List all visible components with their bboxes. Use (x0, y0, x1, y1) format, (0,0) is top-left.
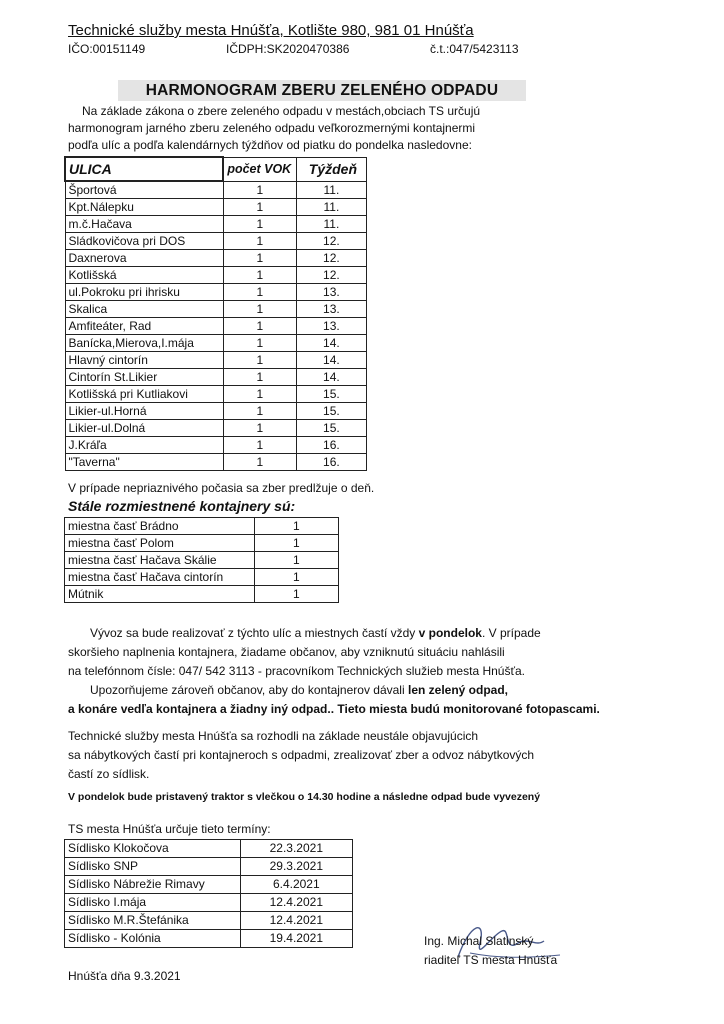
table-cell: 1 (223, 454, 296, 471)
housing-estate-terms-table (64, 839, 353, 948)
table-cell: 1 (223, 403, 296, 420)
table-row (65, 335, 367, 352)
table-cell: "Taverna" (65, 454, 223, 471)
table-row (65, 318, 367, 335)
table-row (65, 876, 353, 894)
table-cell: 1 (223, 369, 296, 386)
table-cell: 1 (223, 284, 296, 301)
table-cell: Sídlisko I.mája (65, 894, 241, 912)
table-cell: 1 (223, 267, 296, 284)
table-row (65, 930, 353, 948)
table-cell: 1 (223, 181, 296, 199)
table-row (65, 403, 367, 420)
table-row (65, 181, 367, 199)
table-cell: Sídlisko M.R.Štefánika (65, 912, 241, 930)
intro-paragraph (68, 103, 538, 154)
paragraph-line: Upozorňujeme zároveň občanov, aby do kontajnerov dávali len zelený odpad, (90, 683, 509, 697)
table-cell: 22.3.2021 (240, 840, 352, 858)
table-cell: Likier-ul.Dolná (65, 420, 223, 437)
table-cell: 1 (254, 535, 338, 552)
table-cell: 1 (254, 569, 338, 586)
table-cell: 1 (254, 518, 338, 535)
table-cell: Sídlisko Nábrežie Rimavy (65, 876, 241, 894)
table-row (65, 352, 367, 369)
table-cell: 15. (296, 420, 366, 437)
table-cell: miestna časť Hačava cintorín (65, 569, 255, 586)
column-header-street: ULICA (65, 157, 223, 181)
table-cell: 1 (223, 352, 296, 369)
table-cell: 1 (254, 552, 338, 569)
table-cell: Skalica (65, 301, 223, 318)
paragraph-line: Technické služby mesta Hnúšťa sa rozhodli na základe neustále objavujúcich (68, 729, 479, 743)
table-cell: 12. (296, 233, 366, 250)
table-cell: 1 (223, 386, 296, 403)
table-cell: Amfiteáter, Rad (65, 318, 223, 335)
table-cell: 14. (296, 335, 366, 352)
table-cell: Cintorín St.Likier (65, 369, 223, 386)
weather-note: V prípade nepriaznivého počasia sa zber predlžuje o deň. (68, 481, 375, 495)
table-cell: 1 (223, 301, 296, 318)
ico-number: IČO:00151149 (68, 42, 146, 56)
table-row (65, 216, 367, 233)
table-cell: 29.3.2021 (240, 858, 352, 876)
column-header-count: počet VOK (223, 157, 296, 181)
table-cell: 1 (223, 199, 296, 216)
intro-line: podľa ulíc a podľa kalendárnych týždňov od piatku do pondelka nasledovne: (68, 138, 472, 152)
table-row (65, 569, 339, 586)
intro-line: harmonogram jarného zberu zeleného odpadu veľkorozmernými kontajnermi (68, 121, 476, 135)
table-cell: Daxnerova (65, 250, 223, 267)
table-row (65, 369, 367, 386)
table-row (65, 267, 367, 284)
paragraph-line: a konáre vedľa kontajnera a žiadny iný odpad.. Tieto miesta budú monitorované fotopascami. (68, 702, 600, 716)
table-cell: 14. (296, 352, 366, 369)
table-header-row (65, 157, 367, 181)
place-and-date: Hnúšťa dňa 9.3.2021 (68, 969, 181, 983)
table-cell: Banícka,Mierova,I.mája (65, 335, 223, 352)
table-row (65, 284, 367, 301)
collection-paragraph (68, 624, 600, 719)
table-cell: 12.4.2021 (240, 912, 352, 930)
paragraph-line: Vývoz sa bude realizovať z týchto ulíc a miestnych častí vždy v pondelok. V prípade (90, 626, 541, 640)
paragraph-line: sa nábytkových častí pri kontajneroch s odpadmi, zrealizovať zber a odvoz nábytkových (68, 748, 535, 762)
permanent-containers-heading: Stále rozmiestnené kontajnery sú: (68, 498, 296, 514)
table-row (65, 518, 339, 535)
table-cell: J.Kráľa (65, 437, 223, 454)
table-cell: 11. (296, 216, 366, 233)
table-row (65, 437, 367, 454)
table-cell: miestna časť Brádno (65, 518, 255, 535)
table-cell: 19.4.2021 (240, 930, 352, 948)
table-row (65, 858, 353, 876)
table-cell: 13. (296, 318, 366, 335)
terms-label: TS mesta Hnúšťa určuje tieto termíny: (68, 822, 271, 836)
table-row (65, 912, 353, 930)
paragraph-line: častí zo sídlisk. (68, 767, 150, 781)
table-row (65, 840, 353, 858)
table-row (65, 586, 339, 603)
table-cell: 1 (223, 216, 296, 233)
table-cell: 1 (223, 437, 296, 454)
signature-block (424, 932, 557, 970)
table-cell: 12.4.2021 (240, 894, 352, 912)
table-cell: 1 (254, 586, 338, 603)
table-cell: 13. (296, 301, 366, 318)
street-schedule-table (64, 156, 367, 471)
table-row (65, 454, 367, 471)
table-cell: 6.4.2021 (240, 876, 352, 894)
table-cell: 11. (296, 199, 366, 216)
table-cell: Sídlisko SNP (65, 858, 241, 876)
table-row (65, 386, 367, 403)
permanent-containers-table (64, 517, 339, 603)
table-row (65, 250, 367, 267)
intro-line: Na základe zákona o zbere zeleného odpadu v mestách,obciach TS určujú (82, 104, 481, 118)
table-cell: Sládkovičova pri DOS (65, 233, 223, 250)
table-cell: 16. (296, 437, 366, 454)
table-cell: Hlavný cintorín (65, 352, 223, 369)
table-row (65, 552, 339, 569)
table-cell: Sídlisko - Kolónia (65, 930, 241, 948)
signatory-role: riaditeľ TS mesta Hnúšťa (424, 953, 558, 967)
table-cell: Mútnik (65, 586, 255, 603)
table-cell: 13. (296, 284, 366, 301)
table-row (65, 301, 367, 318)
table-cell: 1 (223, 335, 296, 352)
table-cell: ul.Pokroku pri ihrisku (65, 284, 223, 301)
table-cell: 14. (296, 369, 366, 386)
icdph-number: IČDPH:SK2020470386 (226, 42, 350, 56)
signatory-name: Ing. Michal Slatinský (424, 934, 534, 948)
table-cell: 16. (296, 454, 366, 471)
table-cell: Likier-ul.Horná (65, 403, 223, 420)
table-cell: 1 (223, 233, 296, 250)
table-cell: 12. (296, 267, 366, 284)
document-title: HARMONOGRAM ZBERU ZELENÉHO ODPADU (118, 80, 526, 101)
table-row (65, 199, 367, 216)
table-cell: miestna časť Polom (65, 535, 255, 552)
table-row (65, 233, 367, 250)
table-cell: Sídlisko Klokočova (65, 840, 241, 858)
table-cell: Kotlišská pri Kutliakovi (65, 386, 223, 403)
table-cell: 11. (296, 181, 366, 199)
table-cell: miestna časť Hačava Skálie (65, 552, 255, 569)
table-cell: 1 (223, 250, 296, 267)
organization-header: Technické služby mesta Hnúšťa, Kotlište 980, 981 01 Hnúšťa (68, 22, 474, 39)
tractor-note: V pondelok bude pristavený traktor s vlečkou o 14.30 hodine a následne odpad bude vyvezený (68, 791, 541, 803)
paragraph-line: skoršieho naplnenia kontajnera, žiadame občanov, aby vzniknutú situáciu nahlásili (68, 645, 505, 659)
table-cell: m.č.Hačava (65, 216, 223, 233)
column-header-week: Týždeň (296, 157, 366, 181)
table-row (65, 420, 367, 437)
table-cell: 1 (223, 420, 296, 437)
phone-number: č.t.:047/5423113 (430, 42, 519, 56)
table-row (65, 535, 339, 552)
table-cell: Kpt.Nálepku (65, 199, 223, 216)
table-cell: 15. (296, 386, 366, 403)
table-cell: 1 (223, 318, 296, 335)
table-cell: 15. (296, 403, 366, 420)
table-row (65, 894, 353, 912)
furniture-paragraph (68, 727, 534, 784)
table-cell: 12. (296, 250, 366, 267)
paragraph-line: na telefónnom čísle: 047/ 542 3113 - pracovníkom Technických služieb mesta Hnúšťa. (68, 664, 525, 678)
table-cell: Kotlišská (65, 267, 223, 284)
table-cell: Športová (65, 181, 223, 199)
